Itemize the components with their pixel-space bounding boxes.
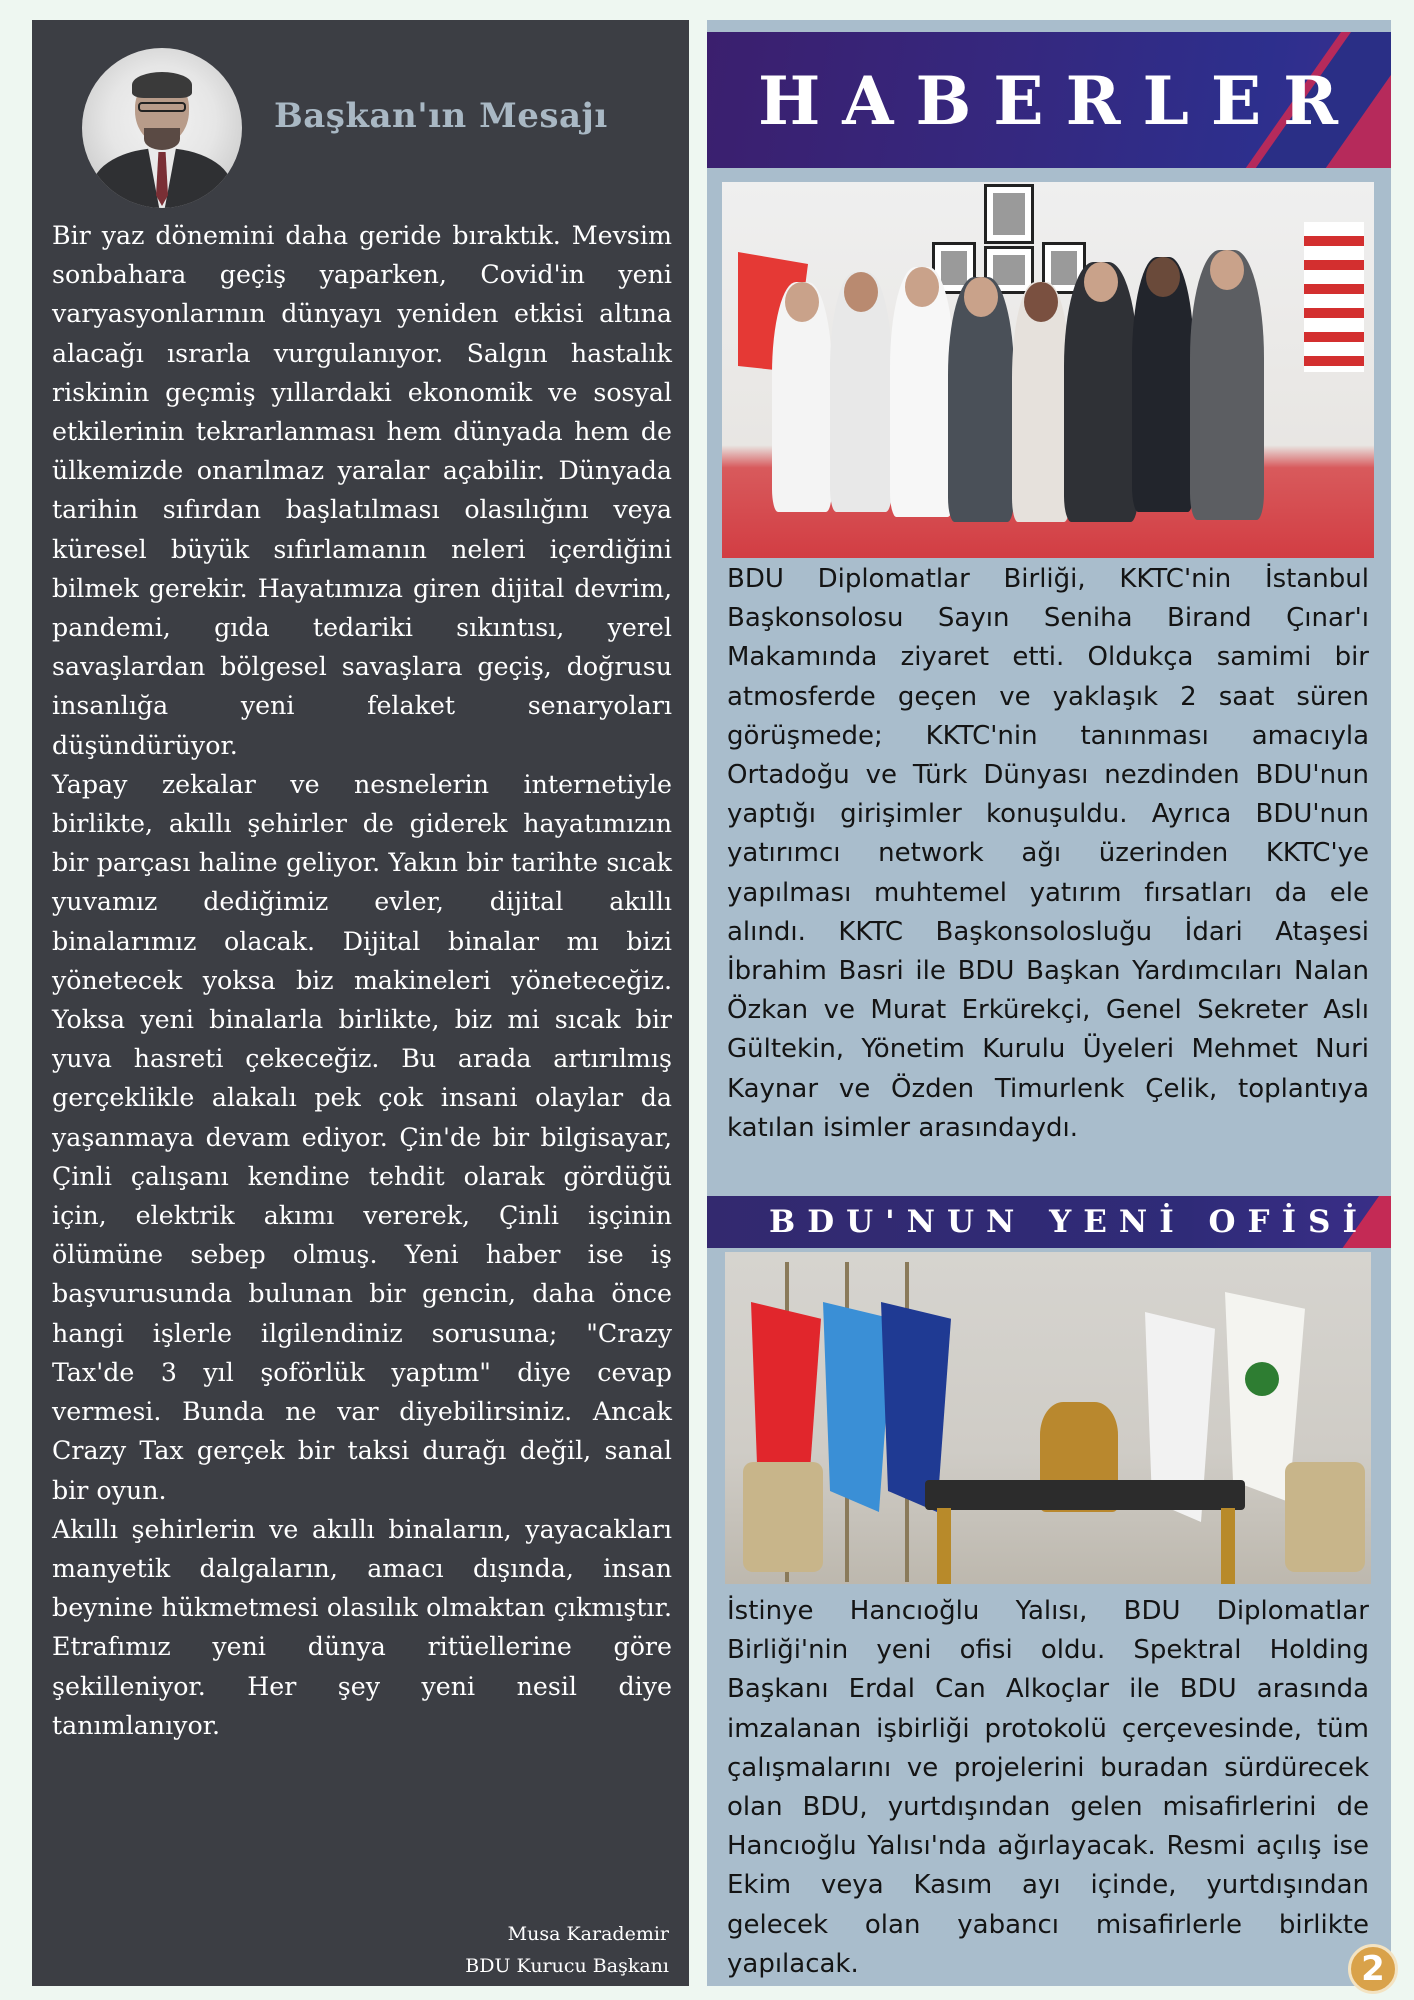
page-number: 2 (1348, 1944, 1398, 1994)
person (890, 267, 954, 517)
message-paragraph: Bir yaz dönemini daha geride bıraktık. Mevsim sonbahara geçiş yaparken, Covid'in yeni varyasyonlarının dünyayı yeniden etkisi altına alacağı ısrarla vurgulanıyor. Salgın hastalık riskinin geçmiş yıllardaki ekonomik ve sosyal etkilerinin tekrarlanması hem dünyada hem de ülkemizde onarılmaz yaralar açabilir. Dünyada tarihin sıfırdan başlatılması olasılığını veya küresel büyük sıfırlamanın neleri içerdiğini bilmek gerekir. Hayatımıza giren dijital devrim, pandemi, gıda tedariki sıkıntısı, yerel savaşlardan bölgesel savaşlara geçiş, doğrusu insanlığa yeni felaket senaryoları düşündürüyor. (52, 221, 672, 760)
news-consulate-visit-text: BDU Diplomatlar Birliği, KKTC'nin İstanbul Başkonsolosu Sayın Seniha Birand Çınar'ı Makamında ziyaret etti. Oldukça samimi bir atmosferde geçen ve yaklaşık 2 saat süren görüşmede; KKTC'nin tanınması amacıyla Ortadoğu ve Türk Dünyası nezdinden BDU'nun yaptığı girişimler konuşuldu. Ayrıca BDU'nun yatırımcı network ağı üzerinden KKTC'ye yapılması muhtemel yatırım fırsatları da ele alındı. KKTC Başkonsolosluğu İdari Ataşesi İbrahim Basri ile BDU Başkan Yardımcıları Nalan Özkan ve Murat Erkürekçi, Genel Sekreter Aslı Gültekin, Yönetim Kurulu Üyeleri Mehmet Nuri Kaynar ve Özden Timurlenk Çelik, toplantıya katılan isimler arasındaydı. (727, 564, 1369, 1143)
person (1190, 250, 1264, 520)
new-office-banner (707, 1196, 1391, 1248)
message-paragraph: Yapay zekalar ve nesnelerin internetiyle birlikte, akıllı şehirler de giderek hayatımızın bir parçası haline geliyor. Yakın bir tarihte sıcak yuvamız dediğimiz evler, dijital akıllı binalarımız olacak. Dijital binalar mı bizi yönetecek yoksa biz makineleri yöneteceğiz. Yoksa yeni binalarla birlikte, biz mi sıcak bir yuva hasreti çekeceğiz. Bu arada artırılmış gerçeklikle alakalı pek çok insani olaylar da yaşanmaya devam ediyor. Çin'de bir bilgisayar, Çinli çalışanı kendine tehdit olarak gördüğü için, elektrik akımı vererek, Çinli işçinin ölümüne sebep olmuş. Yeni haber ise iş başvurusunda bulunan bir gencin, daha önce hangi işlerle ilgilendiniz sorusuna; "Crazy Tax'de 3 yıl şoförlük yaptım" diye cevap vermesi. Bunda ne var diyebilirsiniz. Ancak Crazy Tax gerçek bir taksi durağı değil, sanal bir oyun. (52, 769, 672, 1505)
eodp-logo-icon (1245, 1362, 1279, 1396)
person (1012, 282, 1070, 522)
chair (1285, 1462, 1365, 1572)
president-photo (82, 48, 242, 208)
desk (925, 1480, 1245, 1510)
person (1064, 262, 1138, 522)
person (772, 282, 832, 512)
news-panel (707, 20, 1391, 1986)
person (948, 277, 1014, 522)
author-role: BDU Kurucu Başkanı (465, 1955, 669, 1977)
person (1132, 257, 1194, 512)
message-paragraph: Akıllı şehirlerin ve akıllı binaların, yayacakları manyetik dalgaların, amacı dışında, insan beynine hükmetmesi olasılık olmaktan çıkmıştır. Etrafımız yeni dünya ritüellerine göre şekilleniyor. Her şey yeni nesil diye tanımlanıyor. (52, 1514, 672, 1740)
author-name: Musa Karademir (507, 1923, 669, 1945)
president-message-panel (32, 20, 689, 1986)
new-office-photo (725, 1252, 1371, 1584)
person (830, 272, 892, 512)
message-title: Başkan'ın Mesajı (274, 96, 608, 136)
news-banner (707, 32, 1391, 168)
news-banner-title: HABERLER (757, 62, 1361, 140)
chair (743, 1462, 823, 1572)
consulate-visit-photo (722, 182, 1374, 558)
kktc-flag-icon (1304, 222, 1364, 372)
portrait-frame (984, 184, 1034, 244)
signature (465, 1918, 669, 1982)
message-body (52, 216, 672, 1745)
new-office-title: BDU'NUN YENİ OFİSİ (769, 1204, 1369, 1240)
news-new-office-text: İstinye Hancıoğlu Yalısı, BDU Diplomatlar Birliği'nin yeni ofisi oldu. Spektral Holding Başkanı Erdal Can Alkoçlar ile BDU arasında imzalanan işbirliği protokolü çerçevesinde, tüm çalışmalarını ve projelerini buradan sürdürecek olan BDU, yurtdışından gelen misafirlerini de Hancıoğlu Yalısı'nda ağırlayacak. Resmi açılış ise Ekim veya Kasım ayı içinde, yurtdışından gelecek olan yabancı misafirlerle birlikte yapılacak. (727, 1596, 1369, 1979)
